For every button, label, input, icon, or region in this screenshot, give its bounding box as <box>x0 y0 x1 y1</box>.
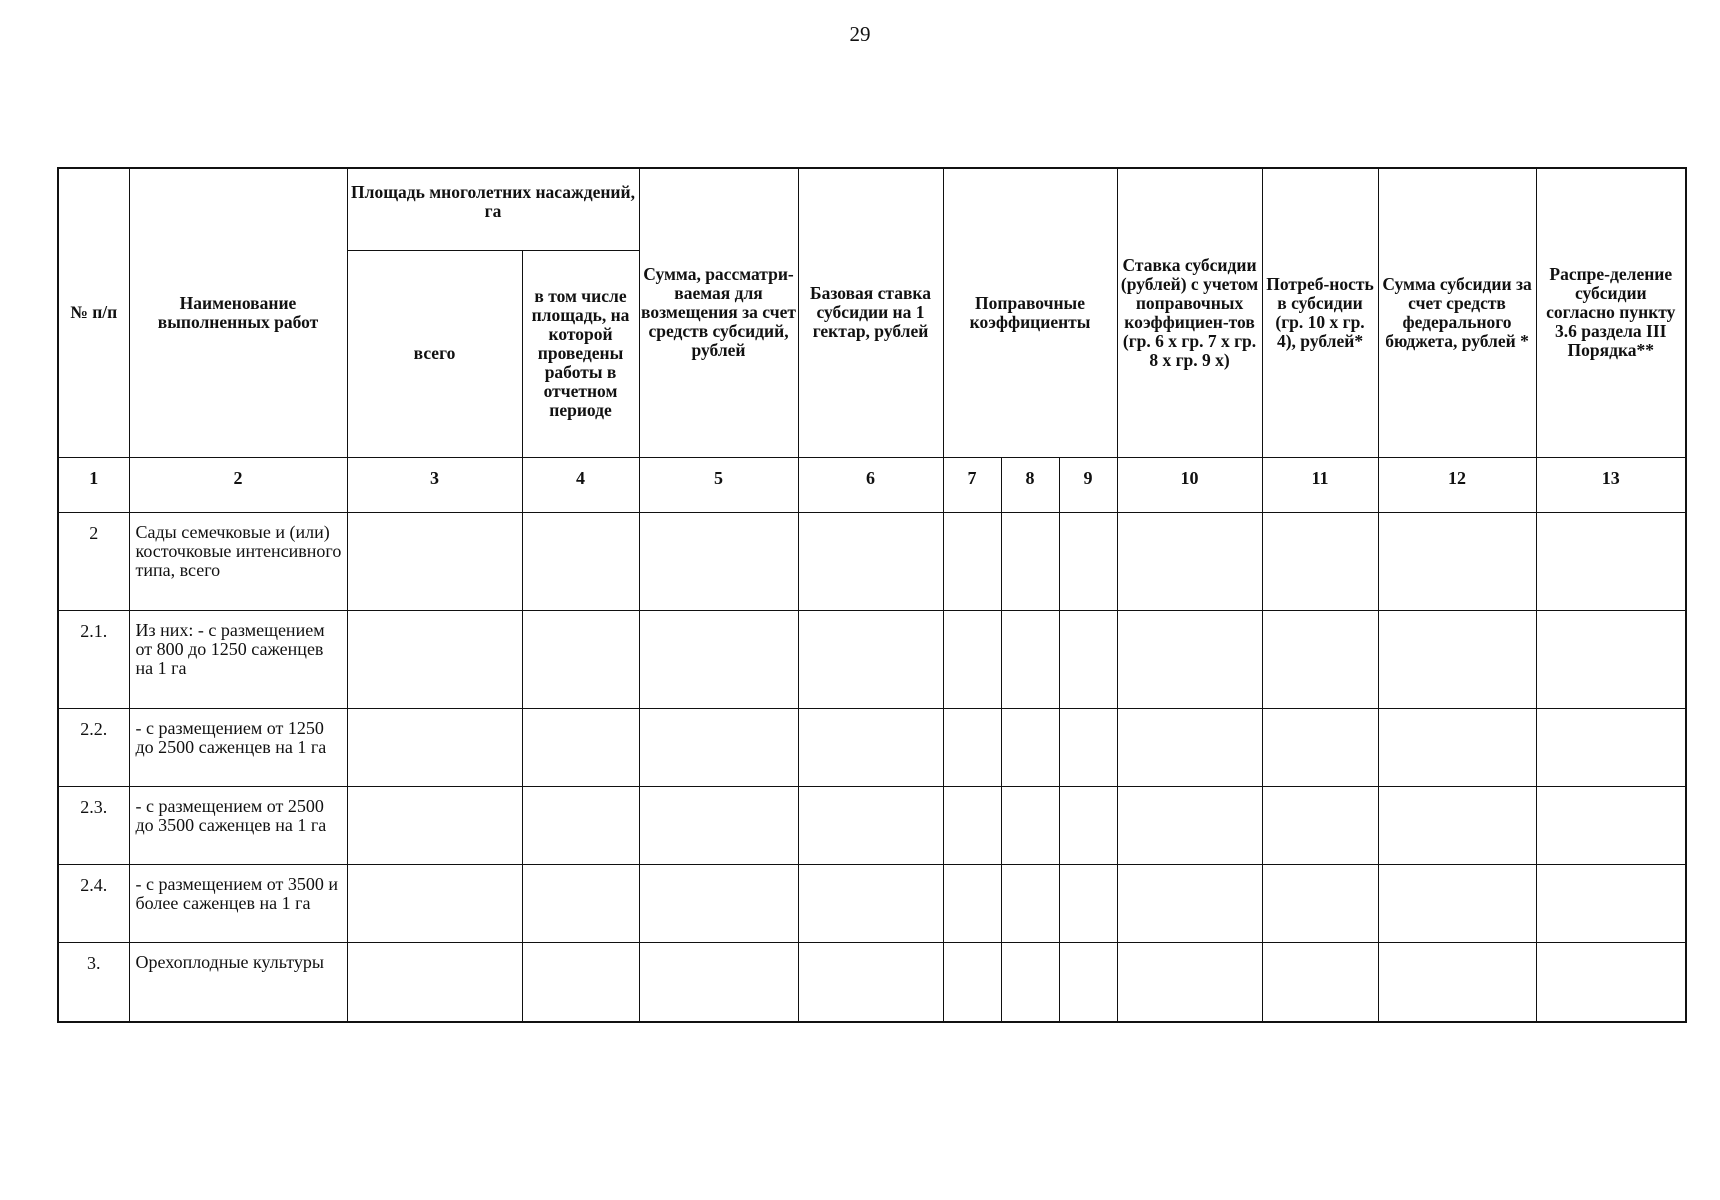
data-cell <box>1536 864 1686 942</box>
data-cell <box>798 610 943 708</box>
data-cell <box>1001 786 1059 864</box>
column-number: 3 <box>347 457 522 512</box>
data-cell <box>522 786 639 864</box>
data-cell <box>1059 610 1117 708</box>
data-cell <box>943 610 1001 708</box>
data-cell <box>1117 708 1262 786</box>
work-name: - с размещением от 3500 и более саженцев на 1 га <box>129 864 347 942</box>
header-base-rate: Базовая ставка субсидии на 1 гектар, рублей <box>798 168 943 457</box>
header-row-number: № п/п <box>58 168 129 457</box>
column-number: 4 <box>522 457 639 512</box>
table-row <box>58 610 1686 708</box>
column-number: 13 <box>1536 457 1686 512</box>
data-cell <box>347 512 522 610</box>
column-number: 9 <box>1059 457 1117 512</box>
data-cell <box>1262 708 1378 786</box>
data-cell <box>798 708 943 786</box>
data-cell <box>1059 708 1117 786</box>
column-number: 5 <box>639 457 798 512</box>
data-cell <box>1536 942 1686 1022</box>
data-cell <box>943 708 1001 786</box>
work-name: - с размещением от 1250 до 2500 саженцев на 1 га <box>129 708 347 786</box>
data-cell <box>798 942 943 1022</box>
work-name: Из них: - с размещением от 800 до 1250 саженцев на 1 га <box>129 610 347 708</box>
data-cell <box>943 864 1001 942</box>
data-cell <box>639 786 798 864</box>
data-cell <box>347 610 522 708</box>
data-cell <box>1262 864 1378 942</box>
data-cell <box>1001 708 1059 786</box>
column-number: 8 <box>1001 457 1059 512</box>
column-number-row <box>58 457 1686 512</box>
data-cell <box>1536 786 1686 864</box>
data-cell <box>522 864 639 942</box>
data-cell <box>1117 864 1262 942</box>
data-cell <box>347 864 522 942</box>
work-name: - с размещением от 2500 до 3500 саженцев на 1 га <box>129 786 347 864</box>
column-number: 1 <box>58 457 129 512</box>
data-cell <box>1117 610 1262 708</box>
data-cell <box>1262 512 1378 610</box>
data-cell <box>798 864 943 942</box>
column-number: 12 <box>1378 457 1536 512</box>
data-cell <box>943 786 1001 864</box>
data-cell <box>347 708 522 786</box>
header-area-total: всего <box>347 250 522 457</box>
header-federal-subsidy: Сумма субсидии за счет средств федерального бюджета, рублей * <box>1378 168 1536 457</box>
data-cell <box>1262 786 1378 864</box>
row-number: 3. <box>58 942 129 1022</box>
data-cell <box>639 708 798 786</box>
table-row <box>58 942 1686 1022</box>
data-cell <box>522 708 639 786</box>
data-cell <box>1378 610 1536 708</box>
data-cell <box>639 864 798 942</box>
header-area-group: Площадь многолетних насаждений, га <box>347 168 639 250</box>
row-number: 2.3. <box>58 786 129 864</box>
data-cell <box>522 610 639 708</box>
column-number: 10 <box>1117 457 1262 512</box>
data-cell <box>347 786 522 864</box>
data-cell <box>1117 512 1262 610</box>
data-cell <box>1378 942 1536 1022</box>
data-cell <box>1059 512 1117 610</box>
table-row <box>58 512 1686 610</box>
header-reimbursable-sum: Сумма, рассматри-ваемая для возмещения за счет средств субсидий, рублей <box>639 168 798 457</box>
data-cell <box>1001 864 1059 942</box>
data-cell <box>1001 610 1059 708</box>
data-cell <box>943 942 1001 1022</box>
page-number: 29 <box>849 22 871 46</box>
header-work-name: Наименование выполненных работ <box>129 168 347 457</box>
column-number: 6 <box>798 457 943 512</box>
data-cell <box>1001 512 1059 610</box>
column-number: 2 <box>129 457 347 512</box>
data-cell <box>639 512 798 610</box>
header-area-this-period: в том числе площадь, на которой проведены работы в отчетном периоде <box>522 250 639 457</box>
data-cell <box>798 512 943 610</box>
table-row <box>58 708 1686 786</box>
work-name: Орехоплодные культуры <box>129 942 347 1022</box>
data-cell <box>522 512 639 610</box>
header-correction-coefficients: Поправочные коэффициенты <box>943 168 1117 457</box>
table-row <box>58 786 1686 864</box>
data-cell <box>1059 786 1117 864</box>
data-cell <box>1378 864 1536 942</box>
row-number: 2 <box>58 512 129 610</box>
data-cell <box>1262 610 1378 708</box>
table-row <box>58 864 1686 942</box>
subsidy-table <box>57 167 1687 1023</box>
header-adjusted-rate: Ставка субсидии (рублей) с учетом поправочных коэффициен-тов (гр. 6 х гр. 7 х гр. 8 х гр. 9 х) <box>1117 168 1262 457</box>
data-cell <box>1001 942 1059 1022</box>
data-cell <box>1536 512 1686 610</box>
column-number: 11 <box>1262 457 1378 512</box>
data-cell <box>347 942 522 1022</box>
data-cell <box>1536 610 1686 708</box>
header-subsidy-need: Потреб-ность в субсидии (гр. 10 х гр. 4), рублей* <box>1262 168 1378 457</box>
data-cell <box>1117 786 1262 864</box>
data-cell <box>1378 708 1536 786</box>
row-number: 2.2. <box>58 708 129 786</box>
data-cell <box>1262 942 1378 1022</box>
row-number: 2.1. <box>58 610 129 708</box>
data-cell <box>1536 708 1686 786</box>
data-cell <box>798 786 943 864</box>
data-cell <box>522 942 639 1022</box>
data-cell <box>1059 942 1117 1022</box>
data-cell <box>1378 786 1536 864</box>
data-cell <box>1378 512 1536 610</box>
work-name: Сады семечковые и (или) косточковые интенсивного типа, всего <box>129 512 347 610</box>
header-subsidy-distribution: Распре-деление субсидии согласно пункту 3.6 раздела III Порядка** <box>1536 168 1686 457</box>
data-cell <box>943 512 1001 610</box>
data-cell <box>639 610 798 708</box>
data-cell <box>639 942 798 1022</box>
column-number: 7 <box>943 457 1001 512</box>
data-cell <box>1117 942 1262 1022</box>
row-number: 2.4. <box>58 864 129 942</box>
data-cell <box>1059 864 1117 942</box>
